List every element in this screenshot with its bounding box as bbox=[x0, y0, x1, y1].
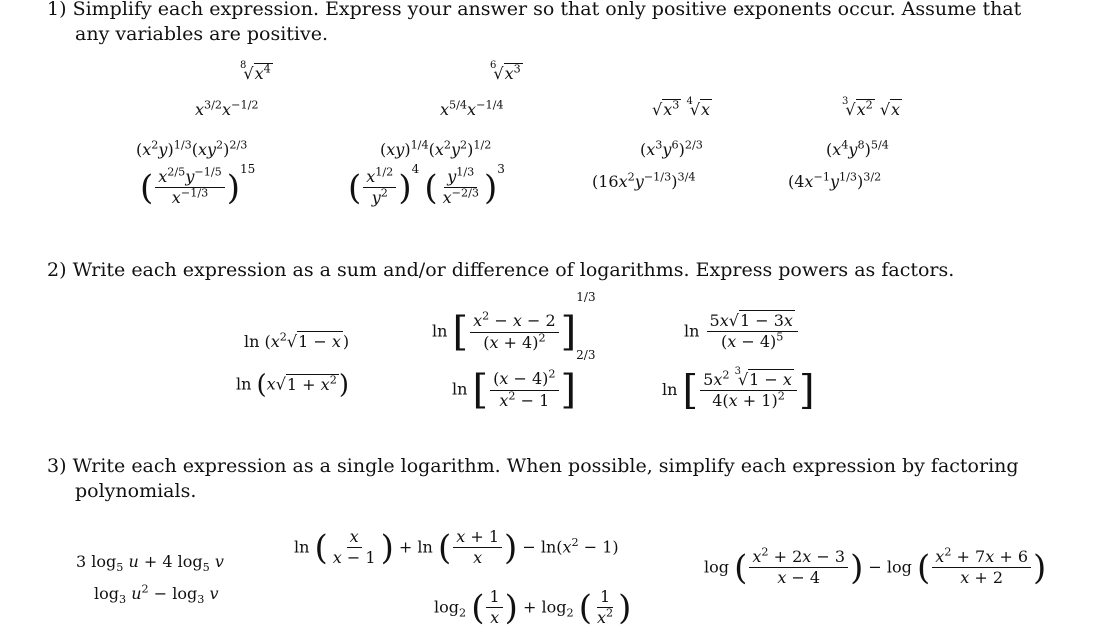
section-2-number: 2) bbox=[47, 259, 67, 281]
ln-label: ln bbox=[417, 537, 433, 557]
ln-label: ln bbox=[244, 332, 260, 351]
expr-1k: ( $\frac{x^{2/5}y^{-1/5}}{x^{-1/3}}$ )$^{15}$ bbox=[140, 162, 256, 208]
log-label: log bbox=[704, 557, 729, 577]
ln-label: ln bbox=[684, 321, 700, 341]
expr-1d: $x^{5/4}x^{-1/4}$ bbox=[440, 98, 504, 119]
section-3-text-line1: Write each expression as a single logarithm. When possible, simplify each expression by factoring bbox=[72, 455, 1019, 477]
expr-3e: log ( $\frac{x^2 + 2x - 3}{x - 4}$ ) − log ( $\frac{x^2 + 7x + 6}{x + 2}$ ) bbox=[704, 545, 1047, 588]
expr-1g: $(x^2y)^{1/3}(xy^2)^{2/3}$ bbox=[136, 138, 248, 159]
expr-3c: ln ( $\frac{x}{x - 1}$ ) + ln ( $\frac{x + 1}{x}$ ) − $\ln(x^2 - 1)$ bbox=[294, 527, 619, 568]
expr-1m: $(16x^2y^{-1/3})^{3/4}$ bbox=[592, 170, 696, 191]
expr-2d: ln [ $\frac{(x - 4)^2}{x^2 - 1}$ ]$^{2/3}$ bbox=[452, 348, 596, 413]
section-3-number: 3) bbox=[47, 455, 67, 477]
ln-label: ln bbox=[452, 379, 468, 399]
log-label: log bbox=[886, 557, 912, 577]
expr-3b: $\log_3 u^2 - \log_3 v$ bbox=[94, 582, 219, 607]
expr-3d: $\log_2$ ( $\frac{1}{x}$ ) + $\log_2$ ( $\frac{1}{x^2}$ ) bbox=[434, 587, 632, 628]
expr-1b: $^6√x^3$ bbox=[490, 60, 521, 83]
expr-1a: $^8√x^4$ bbox=[240, 60, 271, 83]
ln-label: ln bbox=[432, 321, 448, 341]
expr-2c: ln [ $\frac{x^2 - x - 2}{(x + 4)^2}$ ]$^{1/3}$ bbox=[432, 290, 596, 355]
expr-1c: $x^{3/2}x^{-1/2}$ bbox=[195, 98, 259, 119]
expr-1n: $(4x^{-1}y^{1/3})^{3/2}$ bbox=[788, 170, 882, 191]
section-2-heading bbox=[47, 258, 954, 283]
expr-1h: $(xy)^{1/4}(x^2y^2)^{1/2}$ bbox=[380, 138, 492, 159]
expr-3a: 3 $\log_5 u + 4$ $\log_5 v$ bbox=[76, 552, 224, 575]
expr-1i: $(x^3y^6)^{2/3}$ bbox=[640, 138, 703, 159]
ln-label: ln bbox=[236, 374, 252, 394]
section-1-number: 1) bbox=[47, 0, 67, 20]
expr-2f: ln [ $\frac{5x^2 ^3√1 - x}{4(x + 1)^2}$ ] bbox=[662, 366, 815, 414]
expr-1l: ( $\frac{x^{1/2}}{y^2}$ )$^4$ ( $\frac{y^{1/3}}{x^{-2/3}}$ )$^3$ bbox=[348, 162, 505, 208]
expr-1e: $√x^3$ $^4$√x bbox=[652, 96, 711, 119]
expr-2b: $\ln (x√1 + x^2)$ bbox=[236, 370, 349, 400]
section-3-text-line2: polynomials. bbox=[75, 480, 197, 502]
section-1-text-line2: any variables are positive. bbox=[75, 23, 329, 45]
section-1-heading bbox=[47, 0, 1021, 22]
ln-label: ln bbox=[294, 537, 310, 557]
section-1-text-line1: Simplify each expression. Express your answer so that only positive exponents occur. Assume that bbox=[72, 0, 1022, 20]
expr-1f: $^3√x^2$ √x bbox=[842, 96, 901, 119]
ln-label: ln bbox=[662, 379, 678, 399]
section-2-text-line1: Write each expression as a sum and/or difference of logarithms. Express powers as factors. bbox=[72, 259, 955, 281]
expr-1j: $(x^4y^8)^{5/4}$ bbox=[826, 138, 889, 159]
expr-2a: $\ln (x^2√1 - x$ ) bbox=[244, 330, 350, 351]
section-3-heading bbox=[47, 454, 1019, 479]
expr-2e: ln $\frac{5x√1 - 3x}{(x - 4)^5}$ bbox=[684, 312, 800, 352]
